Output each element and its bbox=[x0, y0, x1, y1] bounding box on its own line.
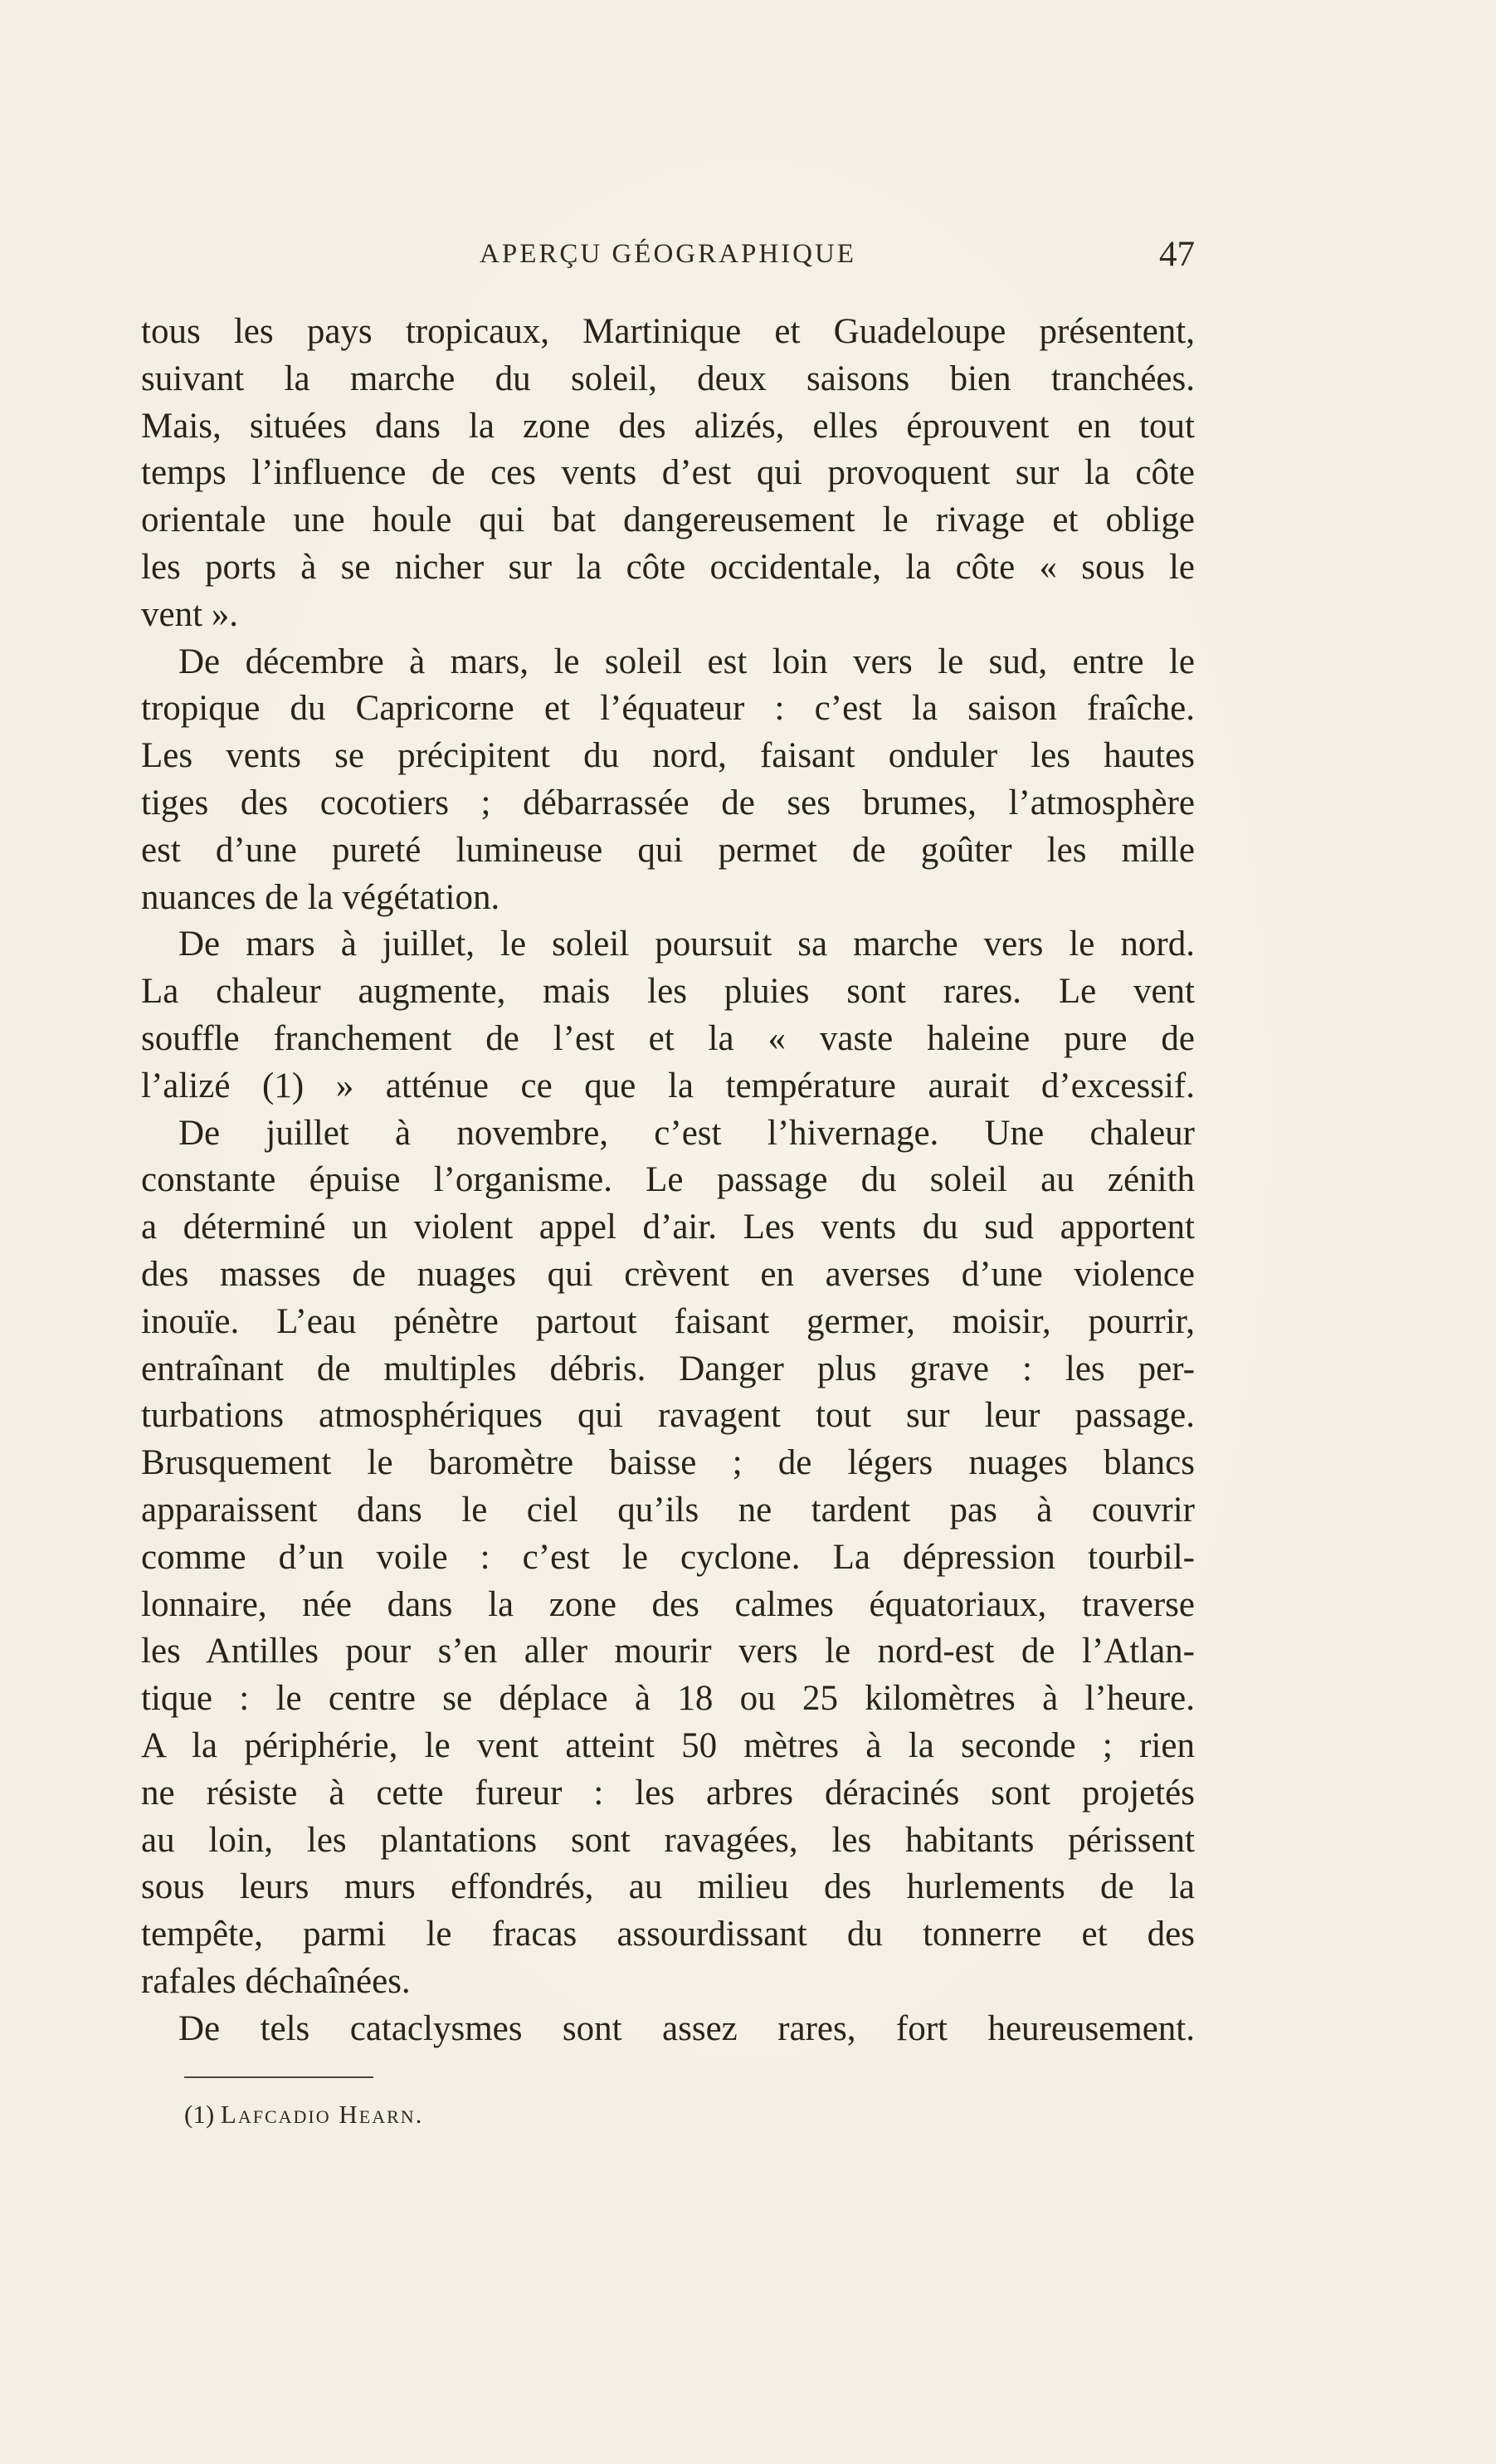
text-line: a déterminé un violent appel d’air. Les vents du sud apportent bbox=[141, 1208, 1195, 1247]
text-line: Brusquement le baromètre baisse ; de légers nuages blancs bbox=[141, 1443, 1195, 1483]
page-number: 47 bbox=[1159, 235, 1195, 274]
text-line: Mais, situées dans la zone des alizés, elles éprouvent en tout bbox=[141, 406, 1195, 446]
text-line: entraînant de multiples débris. Danger plus grave : les per- bbox=[141, 1349, 1195, 1388]
running-title: APERÇU GÉOGRAPHIQUE bbox=[480, 239, 856, 269]
footnote-rule bbox=[184, 2076, 373, 2078]
text-line: La chaleur augmente, mais les pluies sont rares. Le vent bbox=[141, 972, 1195, 1012]
footnote-marker: (1) bbox=[184, 2100, 215, 2129]
text-line: les Antilles pour s’en aller mourir vers le nord-est de l’Atlan- bbox=[141, 1632, 1195, 1671]
text-line: au loin, les plantations sont ravagées, les habitants périssent bbox=[141, 1820, 1195, 1860]
text-line: apparaissent dans le ciel qu’ils ne tardent pas à couvrir bbox=[141, 1490, 1195, 1530]
text-line: constante épuise l’organisme. Le passage du soleil au zénith bbox=[141, 1160, 1195, 1200]
text-line: suivant la marche du soleil, deux saisons bien tranchées. bbox=[141, 359, 1195, 398]
text-line: est d’une pureté lumineuse qui permet de goûter les mille bbox=[141, 830, 1195, 870]
text-line: tiges des cocotiers ; débarrassée de ses brumes, l’atmosphère bbox=[141, 783, 1195, 822]
text-line: A la périphérie, le vent atteint 50 mètres à la seconde ; rien bbox=[141, 1725, 1195, 1765]
text-line: orientale une houle qui bat dangereusement le rivage et oblige bbox=[141, 500, 1195, 540]
text-line: vent ». bbox=[141, 594, 239, 634]
text-line: nuances de la végétation. bbox=[141, 877, 500, 917]
footnote-author: Lafcadio Hearn. bbox=[220, 2100, 424, 2129]
text-line: les ports à se nicher sur la côte occidentale, la côte « sous le bbox=[141, 547, 1195, 587]
text-line: rafales déchaînées. bbox=[141, 1961, 411, 2001]
text-line: tropique du Capricorne et l’équateur : c’est la saison fraîche. bbox=[141, 689, 1195, 729]
text-line: temps l’influence de ces vents d’est qui provoquent sur la côte bbox=[141, 453, 1195, 493]
text-line: Les vents se précipitent du nord, faisant onduler les hautes bbox=[141, 736, 1195, 776]
text-line: souffle franchement de l’est et la « vaste haleine pure de bbox=[141, 1018, 1195, 1058]
text-line: inouïe. L’eau pénètre partout faisant germer, moisir, pourrir, bbox=[141, 1301, 1195, 1341]
text-line: comme d’un voile : c’est le cyclone. La dépression tourbil- bbox=[141, 1537, 1195, 1577]
running-header bbox=[141, 237, 1195, 287]
text-line: tempête, parmi le fracas assourdissant du tonnerre et des bbox=[141, 1915, 1195, 1954]
text-line: tous les pays tropicaux, Martinique et Guadeloupe présentent, bbox=[141, 312, 1195, 351]
paragraph-first-line: De juillet à novembre, c’est l’hivernage. Une chaleur bbox=[178, 1113, 1195, 1153]
text-line: lonnaire, née dans la zone des calmes équatoriaux, traverse bbox=[141, 1584, 1195, 1624]
text-line: sous leurs murs effondrés, au milieu des hurlements de la bbox=[141, 1867, 1195, 1907]
paragraph-first-line: De tels cataclysmes sont assez rares, fort heureusement. bbox=[178, 2008, 1195, 2048]
text-line: l’alizé (1) » atténue ce que la température aurait d’excessif. bbox=[141, 1066, 1195, 1105]
footnote bbox=[184, 2100, 931, 2130]
paragraph-first-line: De décembre à mars, le soleil est loin vers le sud, entre le bbox=[178, 642, 1195, 681]
text-line: tique : le centre se déplace à 18 ou 25 kilomètres à l’heure. bbox=[141, 1679, 1195, 1719]
text-line: des masses de nuages qui crèvent en averses d’une violence bbox=[141, 1254, 1195, 1294]
text-line: ne résiste à cette fureur : les arbres déracinés sont projetés bbox=[141, 1773, 1195, 1813]
text-line: turbations atmosphériques qui ravagent tout sur leur passage. bbox=[141, 1396, 1195, 1436]
paragraph-first-line: De mars à juillet, le soleil poursuit sa marche vers le nord. bbox=[178, 925, 1195, 964]
body-text bbox=[141, 309, 1195, 2052]
